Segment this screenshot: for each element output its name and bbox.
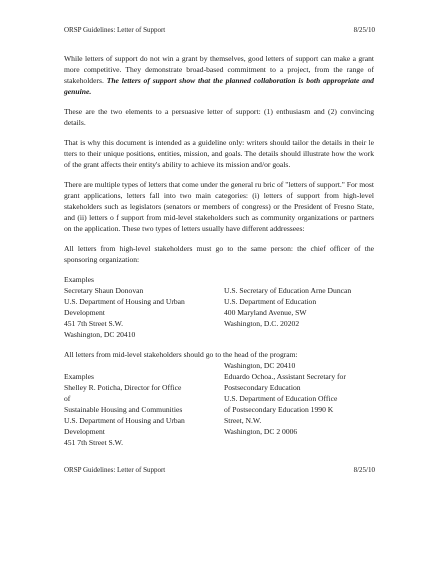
- types-paragraph: There are multiple types of letters that come under the general ru bric of "letters of support." For most grant applications, letters fall into two main categories: (i) letters of support from high-level stakeholders such as legislators (senators or members of congress) or the President of Fresno State, and (ii) letters o f support from mid-level stakeholders such as community organizations or partners on the application. These two types of letters usually have different addressees:: [64, 180, 374, 233]
- address-line: U.S. Secretary of Education Arne Duncan: [224, 286, 352, 295]
- address-line: 451 7th Street S.W.: [64, 438, 123, 447]
- document-body: [64, 53, 374, 457]
- address-line: 400 Maryland Avenue, SW: [224, 308, 307, 317]
- mid-level-paragraph: All letters from mid-level stakeholders should go to the head of the program:: [64, 350, 298, 359]
- address-line: Washington, DC 20410: [224, 361, 296, 370]
- address-line: Street, N.W.: [224, 416, 262, 425]
- address-line: Sustainable Housing and Communities: [64, 405, 183, 414]
- address-line: Development: [64, 427, 105, 436]
- address-line: Development: [64, 308, 105, 317]
- header-date: 8/25/10: [353, 26, 375, 34]
- address-line: Eduardo Ochoa., Assistant Secretary for: [224, 372, 346, 381]
- address-line: 451 7th Street S.W.: [64, 319, 123, 328]
- address-line: U.S. Department of Education Office: [224, 394, 338, 403]
- address-line: Washington, DC 20410: [64, 330, 136, 339]
- footer-title: ORSP Guidelines: Letter of Support: [64, 466, 166, 474]
- intro-text: While letters of support do not win a grant by themselves, good letters of support can make a grant more competitive. They demonstrate broad-based commitment to a project, from the range of stakeholders.: [64, 54, 374, 85]
- high-level-paragraph: All letters from high-level stakeholders must go to the same person: the chief officer of the sponsoring organization:: [64, 244, 374, 264]
- mid-level-examples: [64, 360, 374, 448]
- address-line: [64, 360, 222, 371]
- mid-level-left-column: [64, 360, 222, 448]
- address-line: Washington, DC 2 0006: [224, 427, 298, 436]
- elements-paragraph: These are the two elements to a persuasive letter of support: (1) enthusiasm and (2) convincing details.: [64, 107, 374, 127]
- address-line: U.S. Department of Housing and Urban: [64, 416, 185, 425]
- guideline-paragraph: That is why this document is intended as a guideline only: writers should tailor the details in their le tters to their unique positions, entities, mission, and goals. The details should illustrate how the work of the grant affects their entity's ability to achieve its mission and/or goals.: [64, 138, 374, 169]
- address-line: U.S. Department of Housing and Urban: [64, 297, 185, 306]
- high-level-right-column: [224, 274, 374, 340]
- address-line: of Postsecondary Education 1990 K: [224, 405, 334, 414]
- high-level-left-column: [64, 274, 222, 340]
- address-line: Examples: [64, 372, 94, 381]
- address-line: Secretary Shaun Donovan: [64, 286, 144, 295]
- address-line: [224, 274, 374, 285]
- address-line: Shelley R. Poticha, Director for Office: [64, 383, 182, 392]
- high-level-examples: [64, 274, 374, 340]
- intro-paragraph: [64, 53, 374, 97]
- address-line: U.S. Department of Education: [224, 297, 317, 306]
- page-header: [64, 26, 375, 35]
- mid-level-right-column: [224, 360, 374, 448]
- footer-date: 8/25/10: [353, 466, 375, 474]
- intro-emphasis: The letters of support show that the planned collaboration is both appropriate and genuine.: [64, 76, 374, 96]
- address-line: Washington, D.C. 20202: [224, 319, 300, 328]
- page-footer: [64, 466, 375, 475]
- header-title: ORSP Guidelines: Letter of Support: [64, 26, 166, 34]
- address-line: of: [64, 394, 71, 403]
- address-line: Examples: [64, 275, 94, 284]
- address-line: Postsecondary Education: [224, 383, 301, 392]
